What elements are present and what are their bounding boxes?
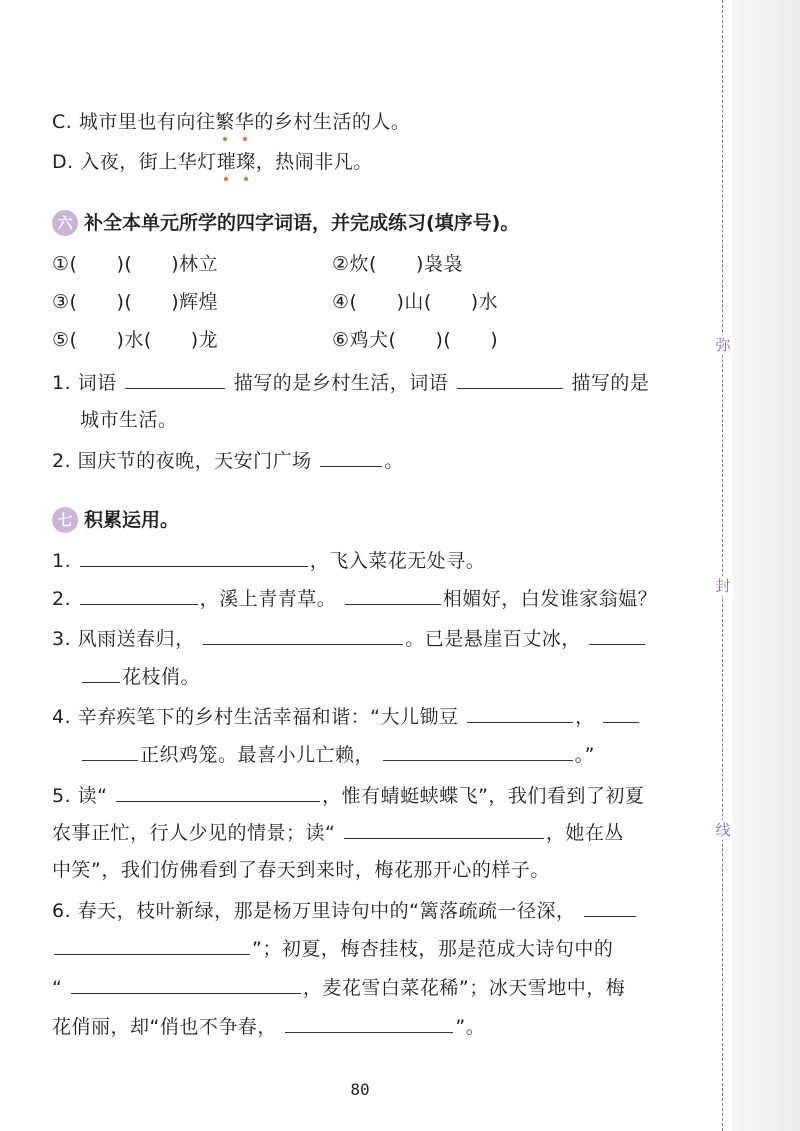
section-7-item-3-cont: 花枝俏。	[80, 664, 200, 689]
section-7-heading	[52, 507, 179, 533]
idiom-item-6[interactable]: ⑥鸡犬( )( )	[332, 329, 499, 351]
section-7-item-4-cont: 正织鸡笼。最喜小儿亡赖， 。”	[80, 742, 595, 767]
section-6-title: 补全本单元所学的四字词语，并完成练习(填序号)。	[84, 212, 520, 234]
section-7-item-5: 5. 读“ ，惟有蜻蜓蛱蝶飞”，我们看到了初夏	[52, 785, 645, 807]
section-7-title: 积累运用。	[84, 509, 180, 531]
section-7-item-6-cont: ”；初夏，梅杏挂枝，那是范成大诗句中的	[52, 936, 613, 961]
page-edge-shadow	[732, 0, 800, 1131]
idiom-item-5[interactable]: ⑤( )水( )龙	[52, 329, 219, 351]
section-7-item-2: 2. ，溪上青青草。 相媚好，白发谁家翁媪？	[52, 588, 658, 610]
section-6-heading	[52, 210, 519, 236]
section-7-item-6: 6. 春天，枝叶新绿，那是杨万里诗句中的“篱落疏疏一径深，	[52, 898, 638, 923]
section-7-item-6-cont2: “ ，麦花雪白菜花稀”；冰天雪地中，梅	[52, 977, 626, 999]
option-d: D. 入夜，街上华灯璀璨，热闹非凡。	[52, 151, 373, 173]
dotted-char: 璀	[216, 151, 237, 173]
answer-blank[interactable]	[285, 1014, 453, 1033]
section-7-item-4: 4. 辛弃疾笔下的乡村生活幸福和谐：“大儿锄豆 ，	[52, 704, 641, 729]
section-7-item-5-cont2: 中笑”，我们仿佛看到了春天到来时，梅花那开心的样子。	[52, 859, 550, 881]
idiom-item-1[interactable]: ①( )( )林立	[52, 253, 219, 275]
answer-blank[interactable]	[125, 370, 225, 389]
section-6-badge: 六	[52, 210, 78, 236]
section-6-question-1: 1. 词语 描写的是乡村生活，词语 描写的是	[52, 372, 650, 394]
answer-blank[interactable]	[457, 370, 563, 389]
binding-label-seal: 弥	[713, 335, 733, 355]
section-7-item-5-cont: 农事正忙，行人少见的情景；读“ ，她在丛	[52, 822, 624, 844]
section-7-badge: 七	[52, 507, 78, 533]
answer-blank[interactable]	[203, 626, 403, 645]
dotted-char: 华	[234, 111, 255, 133]
answer-blank[interactable]	[82, 742, 138, 761]
dotted-char: 璨	[236, 151, 256, 173]
option-c: C. 城市里也有向往繁华的乡村生活的人。	[52, 111, 411, 133]
section-7-item-3: 3. 风雨送春归， 。已是悬崖百丈冰，	[52, 626, 647, 651]
answer-blank[interactable]	[54, 936, 250, 955]
answer-blank[interactable]	[584, 898, 636, 917]
answer-blank[interactable]	[603, 704, 639, 723]
answer-blank[interactable]	[71, 975, 301, 994]
binding-label-line: 线	[713, 820, 733, 840]
page-number: 80	[350, 1080, 370, 1099]
answer-blank[interactable]	[345, 586, 441, 605]
answer-blank[interactable]	[383, 742, 573, 761]
binding-dashed-line	[722, 0, 723, 1131]
idiom-item-2[interactable]: ②炊( )袅袅	[332, 253, 463, 275]
answer-blank[interactable]	[80, 548, 308, 567]
section-7-item-1: 1. ，飞入菜花无处寻。	[52, 550, 486, 572]
answer-blank[interactable]	[80, 586, 198, 605]
section-6-question-1-cont: 城市生活。	[80, 409, 178, 431]
binding-label-close: 封	[713, 576, 733, 596]
answer-blank[interactable]	[467, 704, 573, 723]
answer-blank[interactable]	[589, 626, 645, 645]
answer-blank[interactable]	[82, 664, 120, 683]
answer-blank[interactable]	[116, 783, 320, 802]
section-7-item-6-cont3: 花俏丽，却“俏也不争春， ”。	[52, 1016, 486, 1038]
idiom-item-4[interactable]: ④( )山( )水	[332, 291, 499, 313]
answer-blank[interactable]	[320, 448, 382, 467]
section-6-question-2: 2. 国庆节的夜晚，天安门广场 。	[52, 450, 404, 472]
dotted-char: 繁	[215, 111, 235, 133]
answer-blank[interactable]	[344, 820, 544, 839]
idiom-item-3[interactable]: ③( )( )辉煌	[52, 291, 219, 313]
